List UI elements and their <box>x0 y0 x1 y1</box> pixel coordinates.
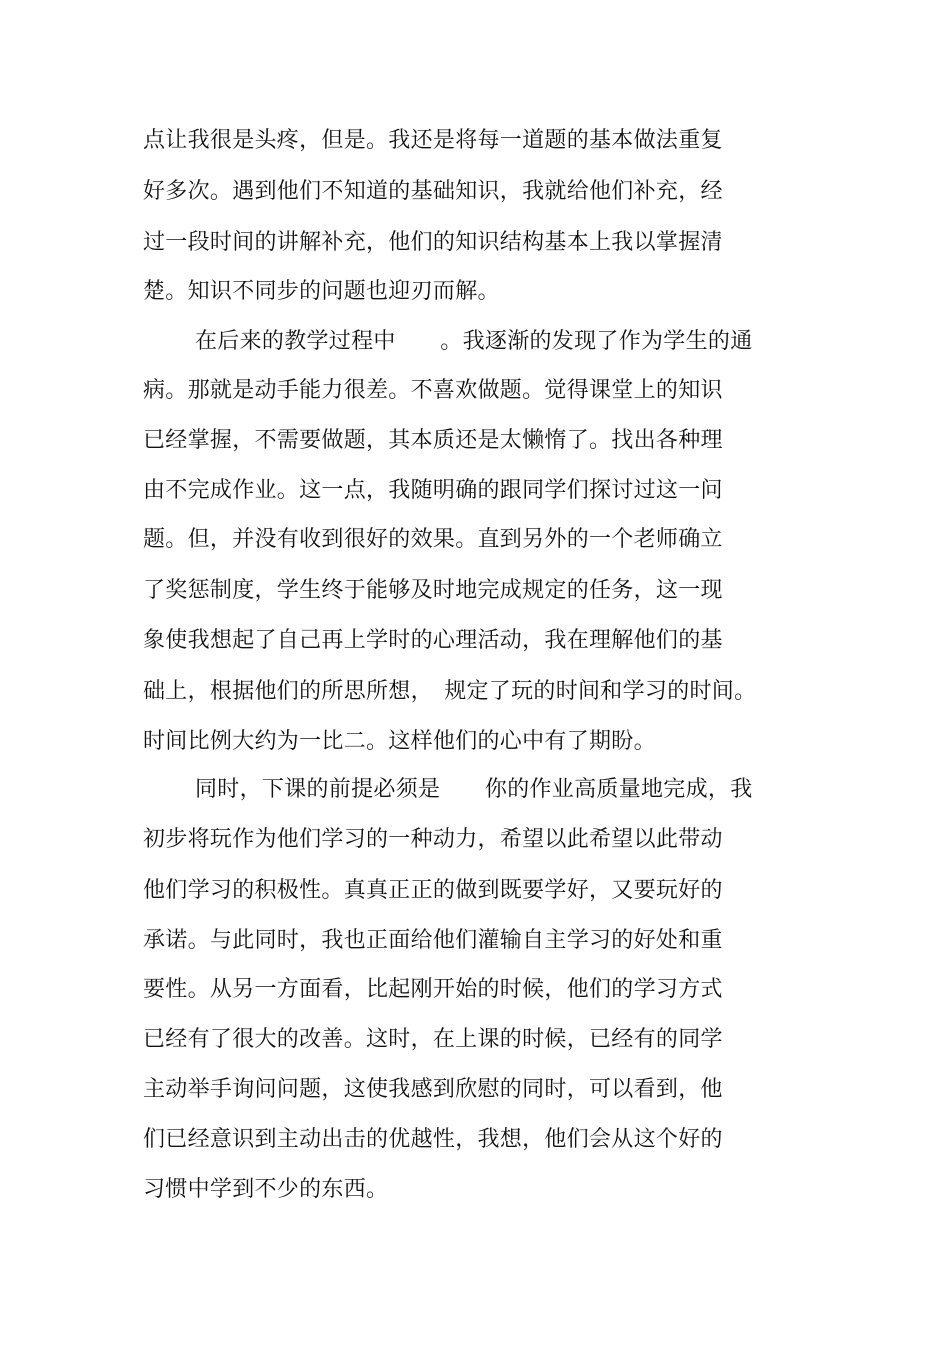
text-line: 已经有了很大的改善。这时，在上课的时候，已经有的同学 <box>143 1027 723 1052</box>
text-line: 已经掌握，不需要做题，其本质还是太懒惰了。找出各种理 <box>143 428 723 453</box>
text-line: 楚。知识不同步的问题也迎刃而解。 <box>143 279 500 304</box>
text-line: 要性。从另一方面看，比起刚开始的时候，他们的学习方式 <box>143 977 723 1002</box>
text-line: 题。但，并没有收到很好的效果。直到另外的一个老师确立 <box>143 527 723 552</box>
text-line: 础上，根据他们的所思所想， 规定了玩的时间和学习的时间。 <box>143 679 757 704</box>
text-line: 病。那就是动手能力很差。不喜欢做题。觉得课堂上的知识 <box>143 378 723 403</box>
text-line: 过一段时间的讲解补充，他们的知识结构基本上我以掌握清 <box>143 230 723 255</box>
text-line: 由不完成作业。这一点，我随明确的跟同学们探讨过这一问 <box>143 478 723 503</box>
text-line: 们已经意识到主动出击的优越性，我想，他们会从这个好的 <box>143 1127 723 1152</box>
text-line: 点让我很是头疼，但是。我还是将每一道题的基本做法重复 <box>143 128 723 153</box>
text-line: 象使我想起了自己再上学时的心理活动，我在理解他们的基 <box>143 628 723 653</box>
text-line: 好多次。遇到他们不知道的基础知识，我就给他们补充，经 <box>143 179 723 204</box>
text-line: 初步将玩作为他们学习的一种动力，希望以此希望以此带动 <box>143 827 723 852</box>
text-line: 时间比例大约为一比二。这样他们的心中有了期盼。 <box>143 729 656 754</box>
text-line: 了奖惩制度，学生终于能够及时地完成规定的任务，这一现 <box>143 578 723 603</box>
text-line: 习惯中学到不少的东西。 <box>143 1177 389 1202</box>
text-line: 承诺。与此同时，我也正面给他们灌输自主学习的好处和重 <box>143 928 723 953</box>
paragraph-first-line: 同时，下课的前提必须是 你的作业高质量地完成，我 <box>195 777 753 802</box>
text-line: 他们学习的积极性。真真正正的做到既要学好，又要玩好的 <box>143 878 723 903</box>
text-line: 主动举手询问问题，这使我感到欣慰的同时，可以看到，他 <box>143 1077 723 1102</box>
paragraph-first-line: 在后来的教学过程中 。我逐渐的发现了作为学生的通 <box>195 329 753 354</box>
